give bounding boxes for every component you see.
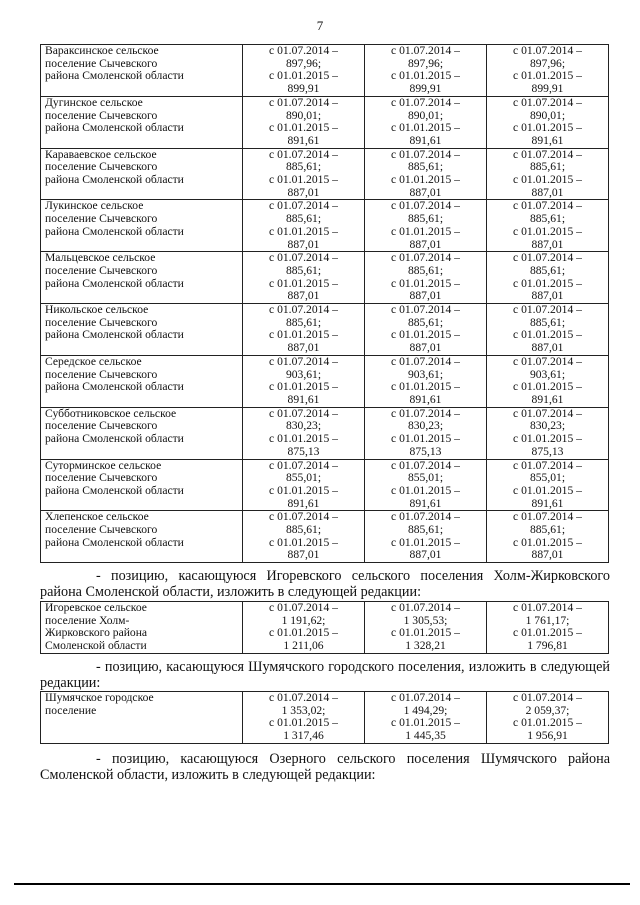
table-row	[41, 511, 609, 563]
cell-line: с 01.01.2015 –	[513, 432, 582, 446]
tariff-cell	[487, 355, 609, 407]
cell-line: с 01.01.2015 –	[269, 380, 338, 394]
cell-line: с 01.07.2014 –	[269, 601, 338, 614]
tariff-cell	[243, 96, 365, 148]
cell-line: 885,61;	[285, 523, 322, 537]
settlement-name-cell	[41, 252, 243, 304]
tariff-cell	[365, 602, 487, 654]
cell-line: с 01.01.2015 –	[513, 276, 582, 290]
cell-line: 1 494,29;	[403, 703, 448, 717]
table-row	[41, 692, 609, 744]
cell-line: 897,96;	[529, 56, 566, 70]
cell-line: 885,61;	[407, 160, 444, 174]
paragraph-text: - позицию, касающуюся Игоревского сельского поселения Холм-Жирковского района Смоленской области, изложить в следующей редакции:	[40, 568, 610, 600]
cell-line: 885,61;	[285, 315, 322, 329]
cell-line: 887,01	[531, 185, 564, 199]
cell-line: 875,13	[409, 444, 442, 458]
tariff-cell	[365, 355, 487, 407]
cell-line: с 01.01.2015 –	[513, 173, 582, 187]
cell-line: 1 191,62;	[281, 613, 326, 627]
settlement-name-cell	[41, 511, 243, 563]
tariff-cell	[243, 252, 365, 304]
cell-line: 890,01;	[407, 108, 444, 122]
cell-line: Игоревское сельское	[45, 601, 147, 614]
cell-line: с 01.07.2014 –	[391, 458, 460, 472]
cell-line: поселение Сычевского	[45, 315, 158, 329]
cell-line: 887,01	[409, 185, 442, 199]
cell-line: с 01.07.2014 –	[269, 691, 338, 704]
tariff-cell	[365, 45, 487, 97]
cell-line: 830,23;	[407, 419, 444, 433]
cell-line: с 01.01.2015 –	[269, 626, 338, 640]
cell-line: поселение Сычевского	[45, 263, 158, 277]
cell-line: 903,61;	[529, 367, 566, 381]
tariff-cell	[365, 148, 487, 200]
tariff-cell	[487, 148, 609, 200]
cell-line: с 01.07.2014 –	[513, 458, 582, 472]
bottom-rule	[14, 883, 630, 885]
table-row	[41, 355, 609, 407]
cell-line: поселение Сычевского	[45, 419, 158, 433]
settlement-name-cell	[41, 304, 243, 356]
cell-line: с 01.07.2014 –	[391, 601, 460, 614]
tariff-cell	[243, 304, 365, 356]
cell-line: Никольское сельское	[45, 303, 149, 317]
settlement-name-cell	[41, 45, 243, 97]
tariff-cell	[487, 45, 609, 97]
cell-line: с 01.01.2015 –	[513, 716, 582, 730]
tariff-cell	[487, 407, 609, 459]
cell-line: 875,13	[287, 444, 320, 458]
cell-line: с 01.07.2014 –	[513, 44, 582, 57]
cell-line: с 01.01.2015 –	[269, 535, 338, 549]
settlement-name-cell	[41, 355, 243, 407]
tariff-cell	[243, 148, 365, 200]
cell-line: с 01.01.2015 –	[391, 716, 460, 730]
cell-line: с 01.07.2014 –	[513, 354, 582, 368]
cell-line: с 01.07.2014 –	[513, 147, 582, 161]
paragraph-ozernoe	[40, 751, 610, 783]
cell-line: с 01.01.2015 –	[391, 432, 460, 446]
cell-line: 1 328,21	[405, 639, 446, 653]
cell-line: поселение Сычевского	[45, 160, 158, 174]
cell-line: района Смоленской области	[45, 535, 184, 549]
settlement-name-cell	[41, 96, 243, 148]
cell-line: поселение Сычевского	[45, 212, 158, 226]
cell-line: с 01.01.2015 –	[513, 535, 582, 549]
tariff-cell	[243, 511, 365, 563]
cell-line: 899,91	[531, 82, 564, 96]
cell-line: с 01.01.2015 –	[391, 328, 460, 342]
cell-line: 887,01	[287, 341, 320, 355]
cell-line: 899,91	[409, 82, 442, 96]
cell-line: 891,61	[287, 496, 320, 510]
cell-line: 891,61	[287, 392, 320, 406]
cell-line: района Смоленской области	[45, 483, 184, 497]
tariff-cell	[487, 304, 609, 356]
cell-line: 897,96;	[285, 56, 322, 70]
cell-line: Середское сельское	[45, 354, 142, 368]
cell-line: 885,61;	[285, 212, 322, 226]
cell-line: Лукинское сельское	[45, 199, 144, 213]
cell-line: 1 445,35	[405, 729, 446, 743]
tariff-cell	[365, 511, 487, 563]
cell-line: 887,01	[287, 237, 320, 251]
cell-line: 885,61;	[529, 263, 566, 277]
settlement-name-cell	[41, 200, 243, 252]
cell-line: 887,01	[409, 289, 442, 303]
cell-line: 897,96;	[407, 56, 444, 70]
cell-line: 830,23;	[529, 419, 566, 433]
cell-line: Хлепенское сельское	[45, 510, 149, 524]
cell-line: с 01.01.2015 –	[391, 276, 460, 290]
cell-line: с 01.07.2014 –	[513, 406, 582, 420]
settlement-name-cell	[41, 602, 243, 654]
tariff-cell	[243, 200, 365, 252]
cell-line: 1 796,81	[527, 639, 568, 653]
cell-line: 887,01	[409, 548, 442, 562]
cell-line: 891,61	[287, 133, 320, 147]
cell-line: с 01.07.2014 –	[269, 251, 338, 265]
cell-line: 887,01	[409, 237, 442, 251]
cell-line: с 01.07.2014 –	[391, 510, 460, 524]
cell-line: 885,61;	[529, 315, 566, 329]
cell-line: 855,01;	[407, 471, 444, 485]
cell-line: 885,61;	[407, 263, 444, 277]
tariff-cell	[487, 252, 609, 304]
cell-line: 903,61;	[285, 367, 322, 381]
tariff-cell	[487, 96, 609, 148]
tariff-cell	[243, 459, 365, 511]
cell-line: 830,23;	[285, 419, 322, 433]
table-row	[41, 45, 609, 97]
cell-line: с 01.01.2015 –	[513, 121, 582, 135]
cell-line: Караваевское сельское	[45, 147, 157, 161]
paragraph-text: - позицию, касающуюся Озерного сельского поселения Шумячского района Смоленской области, изложить в следующей редакции:	[40, 751, 610, 783]
cell-line: 891,61	[409, 496, 442, 510]
cell-line: с 01.07.2014 –	[269, 199, 338, 213]
cell-line: 890,01;	[529, 108, 566, 122]
cell-line: Субботниковское сельское	[45, 406, 177, 420]
tariff-cell	[487, 602, 609, 654]
cell-line: 899,91	[287, 82, 320, 96]
cell-line: 855,01;	[529, 471, 566, 485]
cell-line: Мальцевское сельское	[45, 251, 156, 265]
settlement-name-cell	[41, 459, 243, 511]
cell-line: с 01.07.2014 –	[513, 251, 582, 265]
table-row	[41, 96, 609, 148]
cell-line: с 01.07.2014 –	[513, 303, 582, 317]
tariff-cell	[365, 252, 487, 304]
cell-line: района Смоленской области	[45, 173, 184, 187]
tariff-table-sychevsky	[40, 44, 609, 563]
cell-line: 887,01	[531, 289, 564, 303]
cell-line: 885,61;	[285, 263, 322, 277]
tariff-cell	[243, 407, 365, 459]
cell-line: с 01.07.2014 –	[269, 458, 338, 472]
cell-line: с 01.07.2014 –	[269, 406, 338, 420]
cell-line: с 01.07.2014 –	[269, 510, 338, 524]
cell-line: 903,61;	[407, 367, 444, 381]
cell-line: с 01.01.2015 –	[513, 380, 582, 394]
cell-line: 2 059,37;	[525, 703, 570, 717]
cell-line: с 01.01.2015 –	[269, 483, 338, 497]
settlement-name-cell	[41, 692, 243, 744]
cell-line: 891,61	[409, 392, 442, 406]
cell-line: поселение Сычевского	[45, 56, 158, 70]
tariff-cell	[365, 459, 487, 511]
cell-line: поселение Сычевского	[45, 471, 158, 485]
tariff-cell	[487, 459, 609, 511]
cell-line: с 01.01.2015 –	[391, 69, 460, 83]
cell-line: 887,01	[531, 548, 564, 562]
cell-line: с 01.01.2015 –	[391, 121, 460, 135]
cell-line: с 01.01.2015 –	[513, 69, 582, 83]
cell-line: с 01.07.2014 –	[513, 601, 582, 614]
cell-line: с 01.07.2014 –	[391, 199, 460, 213]
tariff-cell	[487, 692, 609, 744]
cell-line: района Смоленской области	[45, 432, 184, 446]
cell-line: с 01.07.2014 –	[269, 303, 338, 317]
cell-line: с 01.07.2014 –	[391, 147, 460, 161]
cell-line: с 01.01.2015 –	[513, 328, 582, 342]
paragraph-shumyachskoe	[40, 659, 610, 691]
cell-line: 1 956,91	[527, 729, 568, 743]
cell-line: района Смоленской области	[45, 224, 184, 238]
table-row	[41, 304, 609, 356]
table-row	[41, 148, 609, 200]
cell-line: 885,61;	[285, 160, 322, 174]
cell-line: с 01.01.2015 –	[269, 276, 338, 290]
cell-line: с 01.01.2015 –	[513, 483, 582, 497]
cell-line: с 01.07.2014 –	[513, 510, 582, 524]
cell-line: с 01.01.2015 –	[391, 380, 460, 394]
cell-line: с 01.07.2014 –	[391, 691, 460, 704]
tariff-cell	[365, 200, 487, 252]
table-row	[41, 602, 609, 654]
table-row	[41, 200, 609, 252]
cell-line: с 01.01.2015 –	[513, 224, 582, 238]
cell-line: Вараксинское сельское	[45, 44, 159, 57]
paragraph-text: - позицию, касающуюся Шумячского городского поселения, изложить в следующей редакции:	[40, 659, 610, 691]
cell-line: 887,01	[409, 341, 442, 355]
cell-line: с 01.07.2014 –	[269, 95, 338, 109]
cell-line: 891,61	[531, 496, 564, 510]
cell-line: с 01.07.2014 –	[391, 251, 460, 265]
cell-line: с 01.01.2015 –	[269, 328, 338, 342]
cell-line: Шумячское городское	[45, 691, 154, 704]
tariff-cell	[365, 304, 487, 356]
cell-line: с 01.07.2014 –	[269, 147, 338, 161]
cell-line: поселение Сычевского	[45, 108, 158, 122]
cell-line: с 01.01.2015 –	[391, 535, 460, 549]
cell-line: Смоленской области	[45, 639, 147, 653]
cell-line: с 01.01.2015 –	[269, 173, 338, 187]
cell-line: 885,61;	[407, 523, 444, 537]
tariff-cell	[243, 692, 365, 744]
cell-line: с 01.07.2014 –	[391, 354, 460, 368]
cell-line: с 01.07.2014 –	[269, 44, 338, 57]
cell-line: 1 761,17;	[525, 613, 570, 627]
cell-line: 885,61;	[407, 315, 444, 329]
settlement-name-cell	[41, 407, 243, 459]
cell-line: с 01.01.2015 –	[269, 432, 338, 446]
tariff-cell	[487, 200, 609, 252]
page-number: 7	[316, 18, 324, 33]
tariff-table-shumyachskoe	[40, 691, 609, 744]
table-row	[41, 459, 609, 511]
tariff-cell	[243, 355, 365, 407]
cell-line: с 01.07.2014 –	[513, 95, 582, 109]
cell-line: с 01.07.2014 –	[391, 44, 460, 57]
table-row	[41, 407, 609, 459]
cell-line: 1 305,53;	[403, 613, 448, 627]
tariff-cell	[487, 511, 609, 563]
cell-line: поселение Холм-	[45, 613, 130, 627]
cell-line: с 01.01.2015 –	[269, 121, 338, 135]
cell-line: поселение	[45, 703, 97, 717]
cell-line: 855,01;	[285, 471, 322, 485]
tariff-cell	[365, 96, 487, 148]
paragraph-igorevskoe	[40, 568, 610, 600]
tariff-cell	[365, 407, 487, 459]
tariff-table-igorevskoe	[40, 601, 609, 654]
cell-line: 1 317,46	[283, 729, 324, 743]
cell-line: с 01.07.2014 –	[391, 303, 460, 317]
cell-line: 891,61	[409, 133, 442, 147]
cell-line: с 01.01.2015 –	[391, 483, 460, 497]
cell-line: с 01.07.2014 –	[391, 95, 460, 109]
cell-line: района Смоленской области	[45, 69, 184, 83]
cell-line: района Смоленской области	[45, 121, 184, 135]
settlement-name-cell	[41, 148, 243, 200]
cell-line: с 01.01.2015 –	[513, 626, 582, 640]
cell-line: 885,61;	[529, 160, 566, 174]
cell-line: с 01.01.2015 –	[269, 716, 338, 730]
cell-line: поселение Сычевского	[45, 367, 158, 381]
cell-line: с 01.01.2015 –	[391, 224, 460, 238]
cell-line: 887,01	[287, 289, 320, 303]
cell-line: с 01.01.2015 –	[391, 173, 460, 187]
cell-line: 1 211,06	[283, 639, 324, 653]
cell-line: 885,61;	[529, 523, 566, 537]
cell-line: 891,61	[531, 392, 564, 406]
cell-line: Жирковского района	[45, 626, 148, 640]
cell-line: с 01.01.2015 –	[391, 626, 460, 640]
cell-line: 1 353,02;	[281, 703, 326, 717]
tariff-cell	[243, 602, 365, 654]
cell-line: Суторминское сельское	[45, 458, 162, 472]
cell-line: 887,01	[531, 341, 564, 355]
cell-line: с 01.07.2014 –	[513, 691, 582, 704]
cell-line: 885,61;	[529, 212, 566, 226]
cell-line: поселение Сычевского	[45, 523, 158, 537]
cell-line: с 01.01.2015 –	[269, 224, 338, 238]
tariff-cell	[243, 45, 365, 97]
cell-line: района Смоленской области	[45, 328, 184, 342]
cell-line: 890,01;	[285, 108, 322, 122]
cell-line: 875,13	[531, 444, 564, 458]
cell-line: 887,01	[287, 548, 320, 562]
cell-line: 891,61	[531, 133, 564, 147]
cell-line: с 01.01.2015 –	[269, 69, 338, 83]
cell-line: 887,01	[287, 185, 320, 199]
table-row	[41, 252, 609, 304]
cell-line: района Смоленской области	[45, 380, 184, 394]
cell-line: с 01.07.2014 –	[391, 406, 460, 420]
tariff-cell	[365, 692, 487, 744]
cell-line: Дугинское сельское	[45, 95, 143, 109]
cell-line: 885,61;	[407, 212, 444, 226]
cell-line: с 01.07.2014 –	[269, 354, 338, 368]
cell-line: района Смоленской области	[45, 276, 184, 290]
cell-line: 887,01	[531, 237, 564, 251]
cell-line: с 01.07.2014 –	[513, 199, 582, 213]
